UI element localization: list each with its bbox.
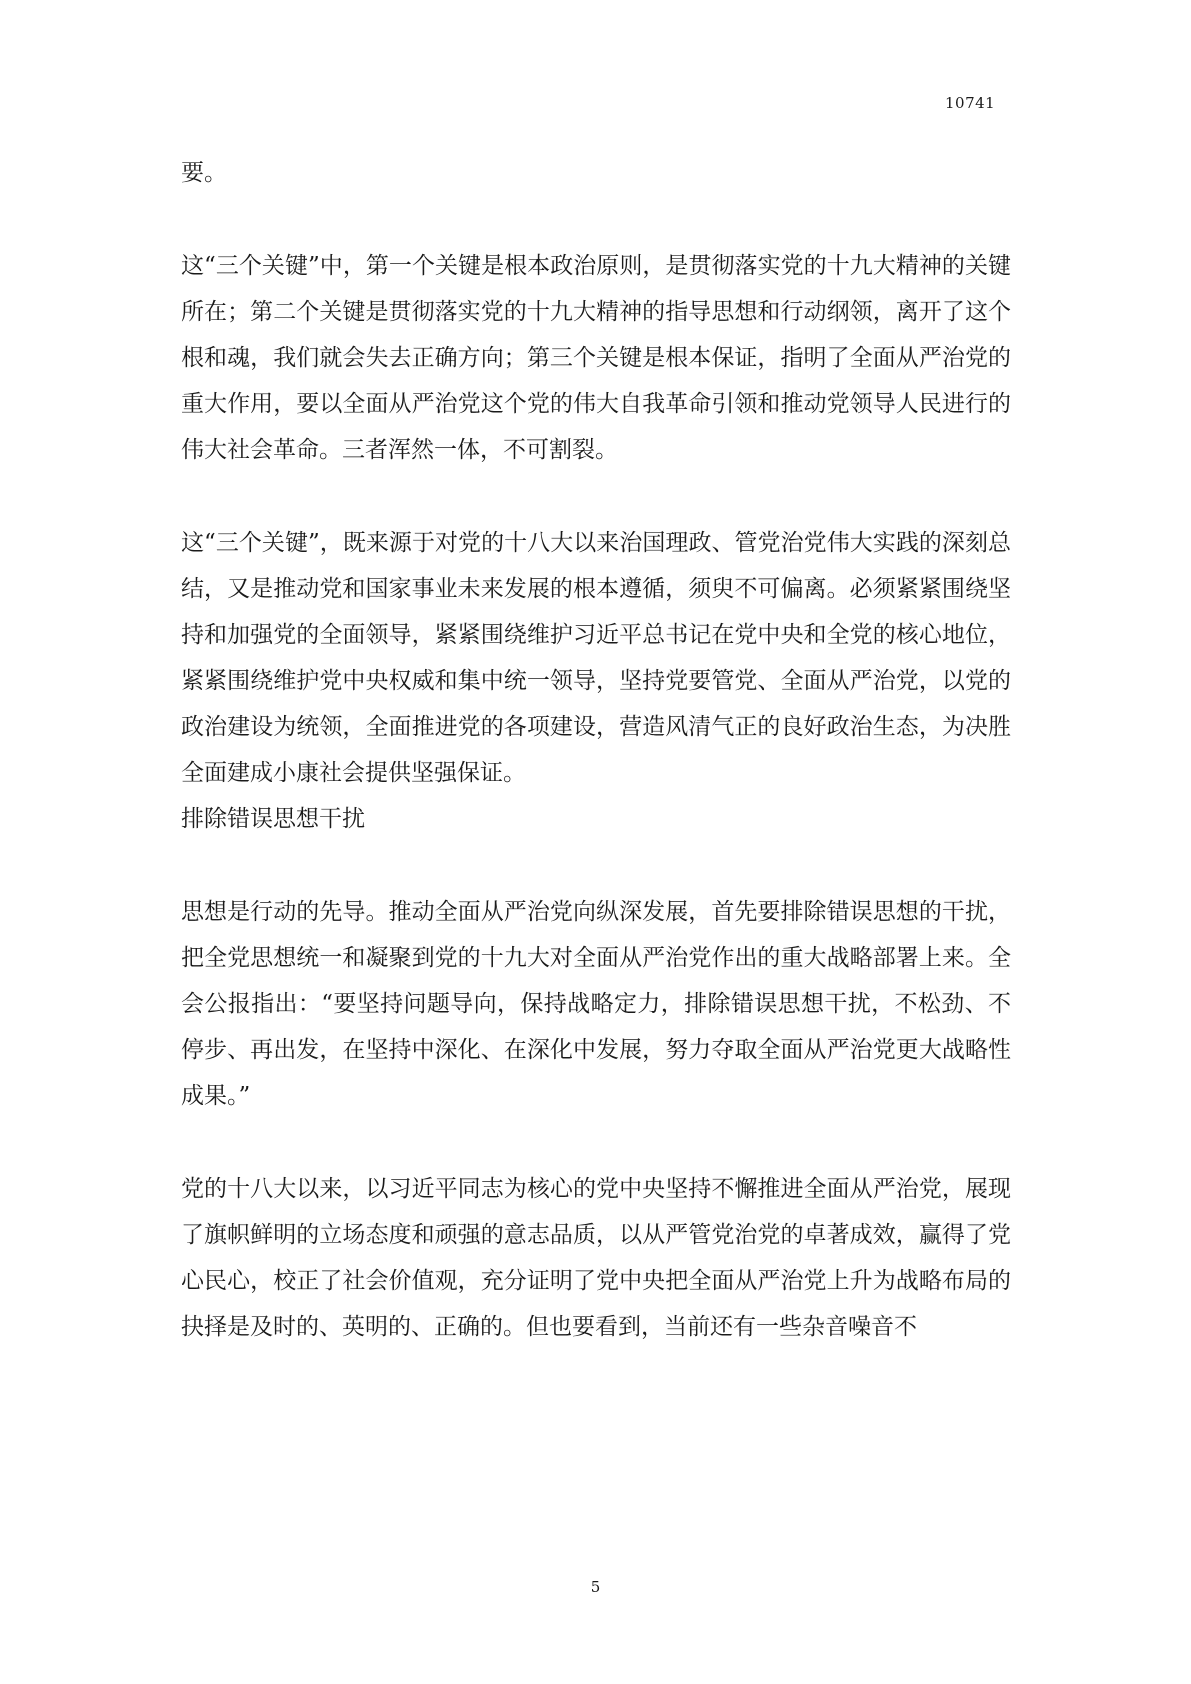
section-heading: 排除错误思想干扰 bbox=[181, 806, 365, 832]
paragraph-thought-guide: 思想是行动的先导。推动全面从严治党向纵深发展，首先要排除错误思想的干扰，把全党思想统一和凝聚到党的十九大对全面从严治党作出的重大战略部署上来。全会公报指出：“要坚持问题导向，保持战略定力，排除错误思想干扰，不松劲、不停步、再出发，在坚持中深化、在深化中发展，努力夺取全面从严治党更大战略性成果。” bbox=[181, 899, 1011, 1109]
paragraph-three-keys-origin: 这“三个关键”，既来源于对党的十八大以来治国理政、管党治党伟大实践的深刻总结，又是推动党和国家事业未来发展的根本遵循，须臾不可偏离。必须紧紧围绕坚持和加强党的全面领导，紧紧围绕维护习近平总书记在党中央和全党的核心地位，紧紧围绕维护党中央权威和集中统一领导，坚持党要管党、全面从严治党，以党的政治建设为统领，全面推进党的各项建设，营造风清气正的良好政治生态，为决胜全面建成小康社会提供坚强保证。 bbox=[181, 530, 1011, 786]
paragraph-since-18th-congress: 党的十八大以来，以习近平同志为核心的党中央坚持不懈推进全面从严治党，展现了旗帜鲜明的立场态度和顽强的意志品质，以从严管党治党的卓著成效，赢得了党心民心，校正了社会价值观，充分证明了党中央把全面从严治党上升为战略布局的抉择是及时的、英明的、正确的。但也要看到，当前还有一些杂音噪音不 bbox=[181, 1176, 1011, 1340]
paragraph-three-keys-meaning: 这“三个关键”中，第一个关键是根本政治原则，是贯彻落实党的十九大精神的关键所在；第二个关键是贯彻落实党的十九大精神的指导思想和行动纲领，离开了这个根和魂，我们就会失去正确方向；第三个关键是根本保证，指明了全面从严治党的重大作用，要以全面从严治党这个党的伟大自我革命引领和推动党领导人民进行的伟大社会革命。三者浑然一体，不可割裂。 bbox=[181, 253, 1011, 463]
paragraph-continuation: 要。 bbox=[181, 160, 227, 186]
document-number: 10741 bbox=[945, 94, 996, 112]
page-number: 5 bbox=[590, 1578, 601, 1596]
page-body bbox=[181, 150, 1011, 1350]
